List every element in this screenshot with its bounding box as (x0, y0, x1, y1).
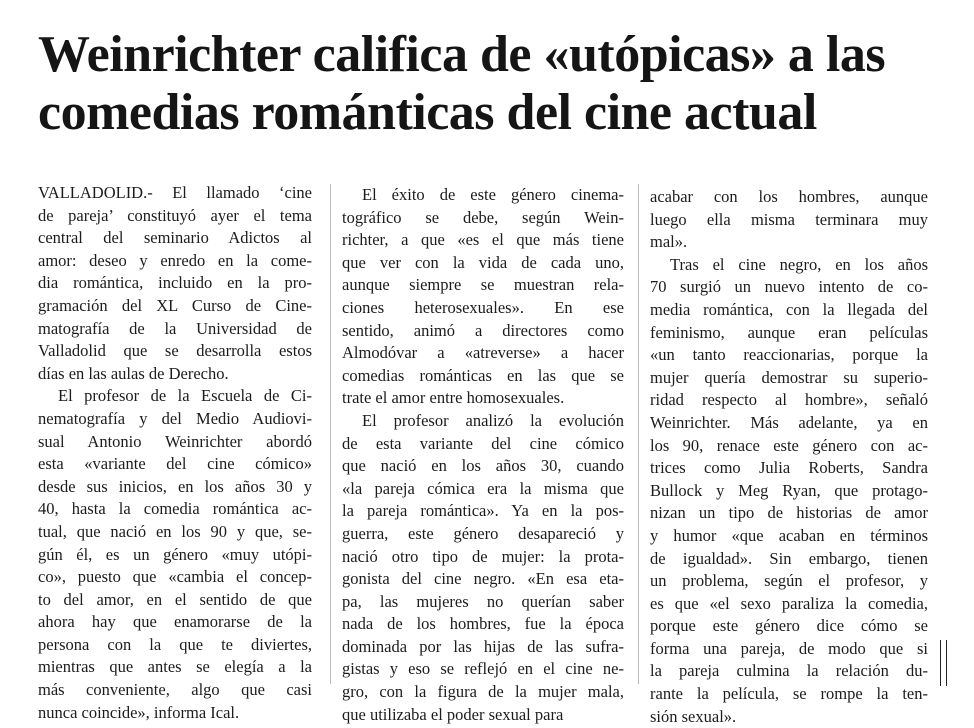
article-line: 40, hasta la comedia romántica ac- (38, 499, 312, 519)
edge-mark-2 (946, 640, 947, 686)
article-line: media romántica, con la llegada del (650, 299, 928, 319)
edge-mark-1 (940, 640, 941, 686)
article-line: mientras que antes se elegía a la (38, 657, 312, 677)
article-line: que utilizaba el poder sexual para (342, 704, 564, 724)
article-line: mal». (650, 232, 688, 252)
article-line: mujer quería demostrar su superio- (650, 367, 928, 387)
article-line: rante la película, se rompe la ten- (650, 684, 928, 704)
column-rule-right (638, 184, 639, 684)
article-line: gistas y eso se reflejó en el cine ne- (342, 659, 624, 679)
article-line: acabar con los hombres, aunque (650, 187, 928, 206)
article-line: central del seminario Adictos al (38, 228, 312, 248)
article-line: tográfico se debe, según Wein- (342, 207, 624, 227)
article-line: los 90, renace este género con ac- (650, 435, 928, 455)
article-line: más conveniente, algo que casi (38, 680, 312, 700)
article-line: matografía de la Universidad de (38, 318, 312, 338)
article-line: El profesor de la Escuela de Ci- (58, 386, 312, 406)
article-line: Valladolid que se desarrolla estos (38, 341, 312, 361)
article-line: sual Antonio Weinrichter abordó (38, 431, 312, 451)
column-rule-left (330, 184, 331, 684)
headline-line-2: comedias románticas del cine actual (38, 84, 817, 141)
article-line: gonista del cine negro. «En esa eta- (342, 569, 624, 589)
article-line: feminismo, aunque eran películas (650, 322, 928, 342)
headline (38, 26, 938, 142)
article-line: que nació en los años 30, cuando (342, 456, 624, 476)
article-line: pa, las mujeres no querían saber (342, 591, 624, 611)
article-line: persona con la que te diviertes, (38, 634, 312, 654)
article-column-3 (650, 186, 928, 728)
headline-line-1: Weinrichter califica de «utópicas» a las (38, 26, 886, 83)
article-line: amor: deseo y enredo en la come- (38, 250, 312, 270)
article-line: es que «el sexo paraliza la comedia, (650, 593, 928, 613)
article-line: ahora hay que enamorarse de la (38, 612, 312, 632)
article-line: nada de los hombres, fue la época (342, 614, 624, 634)
article-line: Almodóvar a «atreverse» a hacer (342, 343, 624, 363)
article-line: esta «variante del cine cómico» (38, 454, 312, 474)
article-line: un problema, según el profesor, y (650, 571, 928, 591)
article-line: desde sus inicios, en los años 30 y (38, 476, 312, 496)
article-column-2 (342, 184, 624, 726)
article-line: nació otro tipo de mujer: la prota- (342, 546, 624, 566)
article-line: la pareja culmina la relación du- (650, 661, 928, 681)
article-line: trices como Julia Roberts, Sandra (650, 458, 928, 478)
article-line: aunque siempre se muestran rela- (342, 275, 624, 295)
article-line: richter, a que «es el que más tiene (342, 230, 624, 250)
article-line: «la pareja cómica era la misma que (342, 478, 624, 498)
article-line: El profesor analizó la evolución (362, 410, 624, 430)
article-line: forma una pareja, de modo que si (650, 638, 928, 658)
article-line: Bullock y Meg Ryan, que protago- (650, 480, 928, 500)
article-line: luego ella misma terminara muy (650, 209, 928, 229)
article-line: y humor «que acaban en términos (650, 525, 928, 545)
article-line: tual, que nació en los 90 y que, se- (38, 521, 312, 541)
article-line: ridad respecto al hombre», señaló (650, 390, 928, 410)
article-line: comedias románticas en las que se (342, 365, 624, 385)
article-line: VALLADOLID.- El llamado ‘cine (38, 183, 312, 202)
article-line: dominada por las hijas de las sufra- (342, 636, 624, 656)
article-line: Weinrichter. Más adelante, ya en (650, 412, 928, 432)
article-line: nizan un tipo de historias de amor (650, 503, 928, 523)
article-line: nunca coincide», informa Ical. (38, 702, 240, 722)
article-line: de esta variante del cine cómico (342, 433, 624, 453)
article-line: «un tanto reaccionarias, porque la (650, 345, 928, 365)
article-line: co», puesto que «cambia el concep- (38, 567, 312, 587)
article-line: de pareja’ constituyó ayer el tema (38, 205, 312, 225)
article-line: Tras el cine negro, en los años (670, 254, 928, 274)
article-line: dia romántica, incluido en la pro- (38, 273, 312, 293)
article-line: ciones heterosexuales». En ese (342, 297, 624, 317)
article-line: gramación del XL Curso de Cine- (38, 295, 312, 315)
article-line: sión sexual». (650, 706, 737, 726)
article-line: que ver con la vida de cada uno, (342, 252, 624, 272)
article-line: trate el amor entre homosexuales. (342, 388, 565, 408)
article-line: gro, con la figura de la mujer mala, (342, 682, 624, 702)
article-line: 70 surgió un nuevo intento de co- (650, 277, 928, 297)
article-line: guerra, este género desapareció y (342, 523, 624, 543)
article-line: de igualdad». Sin embargo, tienen (650, 548, 928, 568)
article-line: gún él, es un género «muy utópi- (38, 544, 312, 564)
article-column-1 (38, 182, 312, 724)
article-line: sentido, animó a directores como (342, 320, 624, 340)
article-line: la pareja romántica». Ya en la pos- (342, 501, 624, 521)
article-line: El éxito de este género cinema- (362, 185, 624, 204)
article-line: to del amor, en el sentido de que (38, 589, 312, 609)
article-line: nematografía y del Medio Audiovi- (38, 408, 312, 428)
article-line: porque este género dice cómo se (650, 616, 928, 636)
article-line: días en las aulas de Derecho. (38, 363, 229, 383)
